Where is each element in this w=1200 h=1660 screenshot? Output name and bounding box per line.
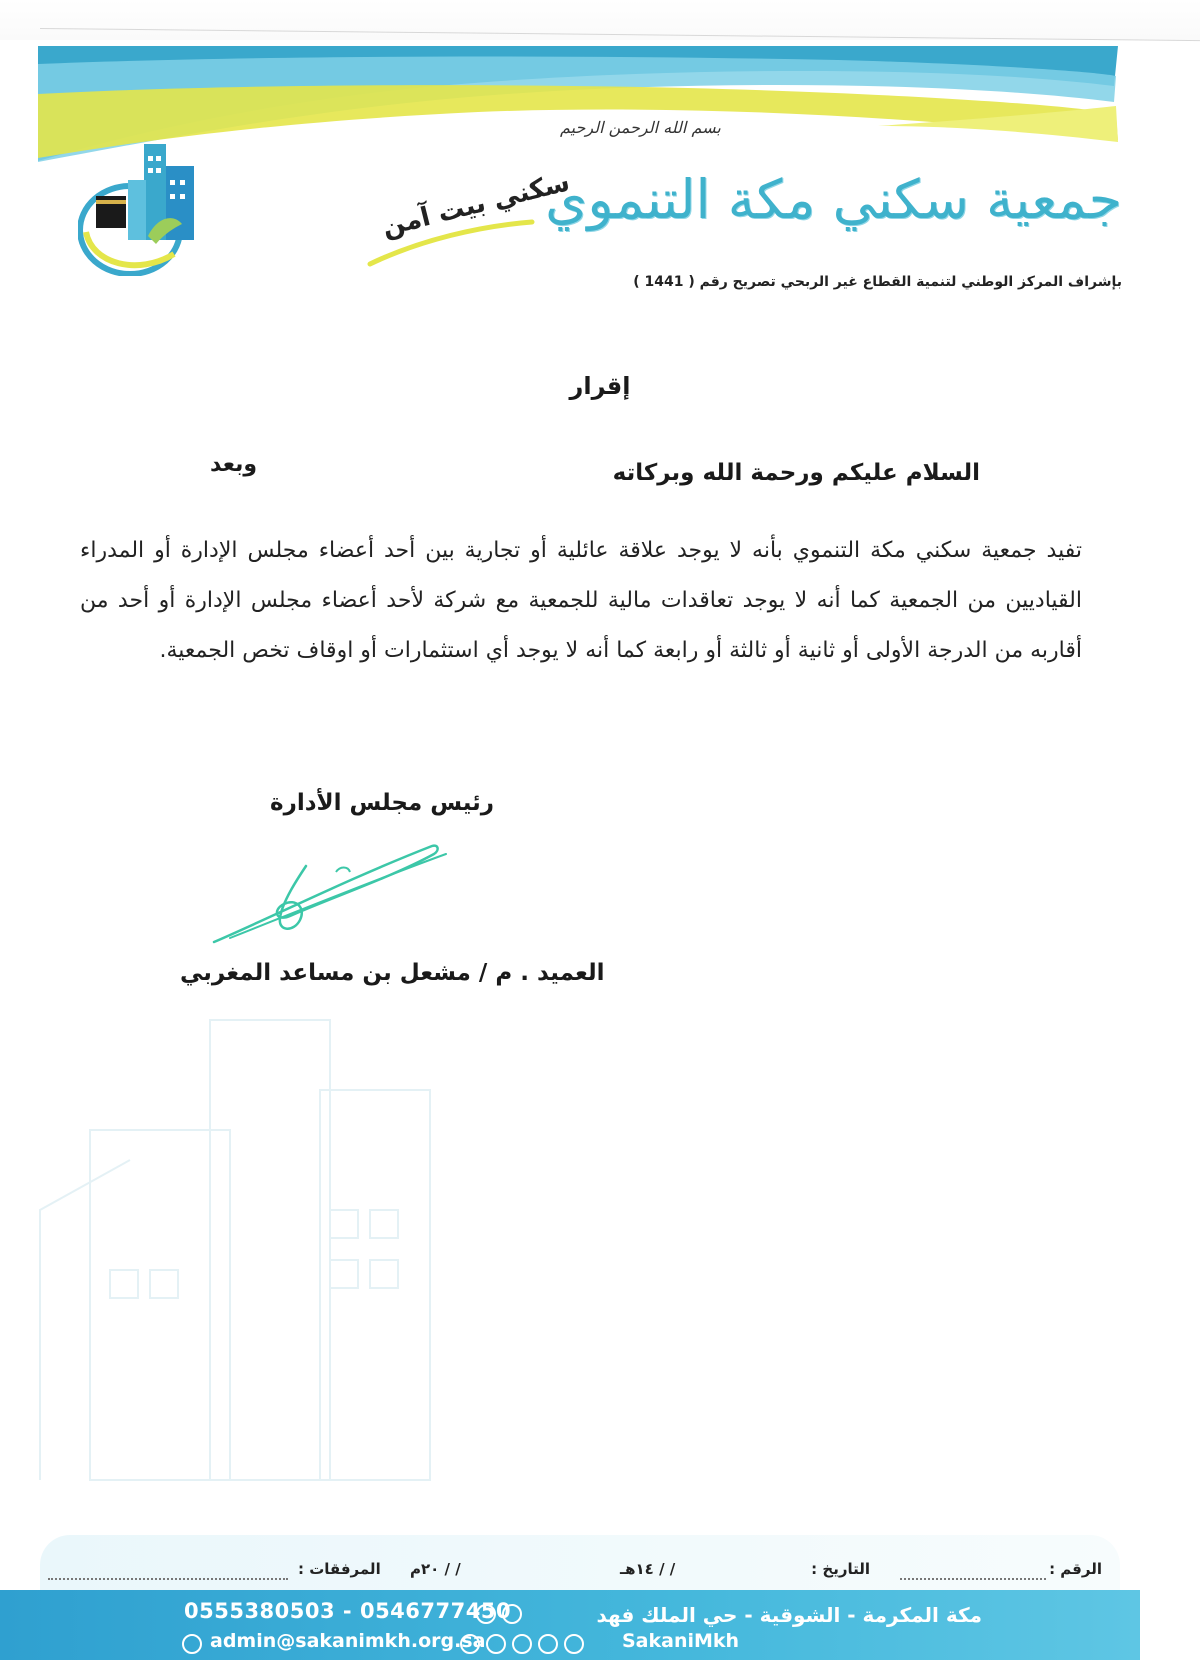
reference-number-label: الرقم : [1049, 1560, 1102, 1578]
attachments-line [48, 1578, 288, 1580]
organization-license-line: بإشراف المركز الوطني لتنمية القطاع غير الربحي تصريح رقم ( 1441 ) [633, 274, 1122, 290]
footer-email[interactable]: admin@sakanimkh.org.sa [210, 1630, 486, 1652]
youtube-icon[interactable] [564, 1634, 584, 1654]
handwritten-signature [210, 838, 450, 948]
twitter-icon[interactable] [512, 1634, 532, 1654]
gregorian-date-slots: / / ٢٠م [410, 1560, 461, 1578]
date-label: التاريخ : [811, 1560, 870, 1578]
after-greeting: وبعد [210, 452, 258, 477]
attachments-label: المرفقات : [298, 1560, 381, 1578]
slogan-swoosh [360, 200, 540, 270]
organization-name: جمعية سكني مكة التنموي [545, 168, 1122, 231]
greeting-line: السلام عليكم ورحمة الله وبركاته [612, 460, 980, 486]
social-handle[interactable]: SakaniMkh [622, 1630, 740, 1652]
declaration-body: تفيد جمعية سكني مكة التنموي بأنه لا يوجد علاقة عائلية أو تجارية بين أحد أعضاء مجلس الإدارة أو المدراء القياديين من الجمعية كما أنه لا يوجد تعاقدات مالية للجمعية مع شركة لأحد أعضاء مجلس الإدارة أو أحد من أقاربه من الدرجة الأولى أو ثانية أو ثالثة أو رابعة كما أنه لا يوجد أي استثمارات أو اوقاف تخص الجمعية. [80, 538, 1082, 663]
footer-fields-band [40, 1535, 1120, 1595]
slogan: سكني بيت آمن [379, 167, 573, 243]
building-watermark [30, 1010, 450, 1490]
header-wave-band [38, 46, 1172, 166]
signatory-title: رئيس مجلس الأدارة [270, 790, 495, 816]
footer-phones: 0555380503 - 0546777450 [184, 1599, 512, 1623]
snapchat-icon[interactable] [460, 1634, 480, 1654]
signatory-name: العميد . م / مشعل بن مساعد المغربي [180, 960, 605, 986]
document-title: إقرار [569, 372, 631, 400]
instagram-icon[interactable] [538, 1634, 558, 1654]
reference-number-line [900, 1578, 1046, 1580]
email-icon [182, 1634, 202, 1654]
hijri-date-slots: / / ١٤هـ [620, 1560, 676, 1578]
footer-address: مكة المكرمة - الشوقية - حي الملك فهد [596, 1603, 982, 1627]
facebook-icon[interactable] [486, 1634, 506, 1654]
basmala: بسم الله الرحمن الرحيم [560, 118, 721, 137]
organization-logo [78, 136, 198, 276]
